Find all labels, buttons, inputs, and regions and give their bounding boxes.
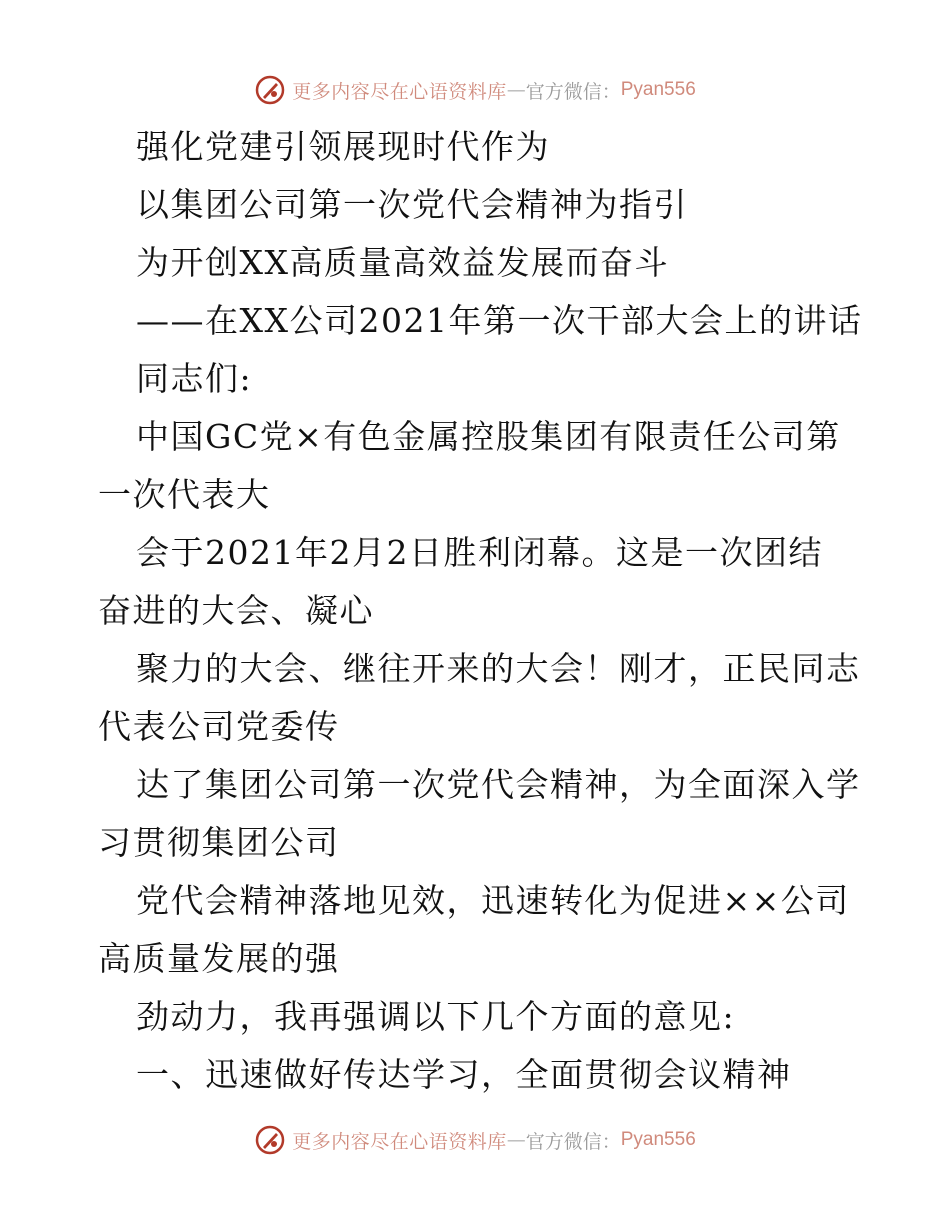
watermark-banner-top bbox=[0, 70, 950, 110]
body-line: 奋进的大会、凝心 bbox=[98, 591, 374, 630]
body-line: 代表公司党委传 bbox=[98, 707, 340, 746]
body-line: 习贯彻集团公司 bbox=[98, 823, 340, 862]
title-line-4: ——在XX公司2021年第一次干部大会上的讲话 bbox=[136, 301, 863, 340]
title-line-1: 强化党建引领展现时代作为 bbox=[136, 127, 550, 166]
body-line: 一次代表大 bbox=[98, 475, 271, 514]
body-line: 会于2021年2月2日胜利闭幕。这是一次团结 bbox=[136, 533, 823, 572]
watermark-separator: — bbox=[506, 79, 526, 101]
body-line: 高质量发展的强 bbox=[98, 939, 340, 978]
title-line-3: 为开创XX高质量高效益发展而奋斗 bbox=[136, 243, 669, 282]
watermark-wechat-label: 官方微信： bbox=[525, 1130, 621, 1153]
body-paragraph bbox=[98, 408, 861, 1046]
quill-logo-icon bbox=[254, 1124, 286, 1156]
watermark-separator: — bbox=[506, 1129, 526, 1151]
body-line: 聚力的大会、继往开来的大会！刚才，正民同志 bbox=[136, 649, 861, 688]
body-line: 党代会精神落地见效，迅速转化为促进××公司 bbox=[136, 881, 850, 920]
salutation: 同志们: bbox=[136, 359, 253, 398]
watermark-wechat-label: 官方微信： bbox=[525, 80, 621, 103]
watermark-banner-bottom bbox=[0, 1120, 950, 1160]
watermark-brand: 更多内容尽在心语资料库 bbox=[292, 80, 507, 103]
title-line-2: 以集团公司第一次党代会精神为指引 bbox=[136, 185, 688, 224]
section-heading: 一、迅速做好传达学习，全面贯彻会议精神 bbox=[136, 1055, 792, 1094]
watermark-wechat-id: Pyan556 bbox=[620, 79, 696, 100]
watermark-brand: 更多内容尽在心语资料库 bbox=[292, 1130, 507, 1153]
quill-logo-icon bbox=[254, 74, 286, 106]
watermark-wechat-id: Pyan556 bbox=[620, 1129, 696, 1150]
body-line: 达了集团公司第一次党代会精神，为全面深入学 bbox=[136, 765, 861, 804]
body-line: 中国GC党×有色金属控股集团有限责任公司第 bbox=[136, 417, 841, 456]
body-line: 劲动力，我再强调以下几个方面的意见: bbox=[136, 997, 736, 1036]
document-body bbox=[98, 118, 863, 1104]
